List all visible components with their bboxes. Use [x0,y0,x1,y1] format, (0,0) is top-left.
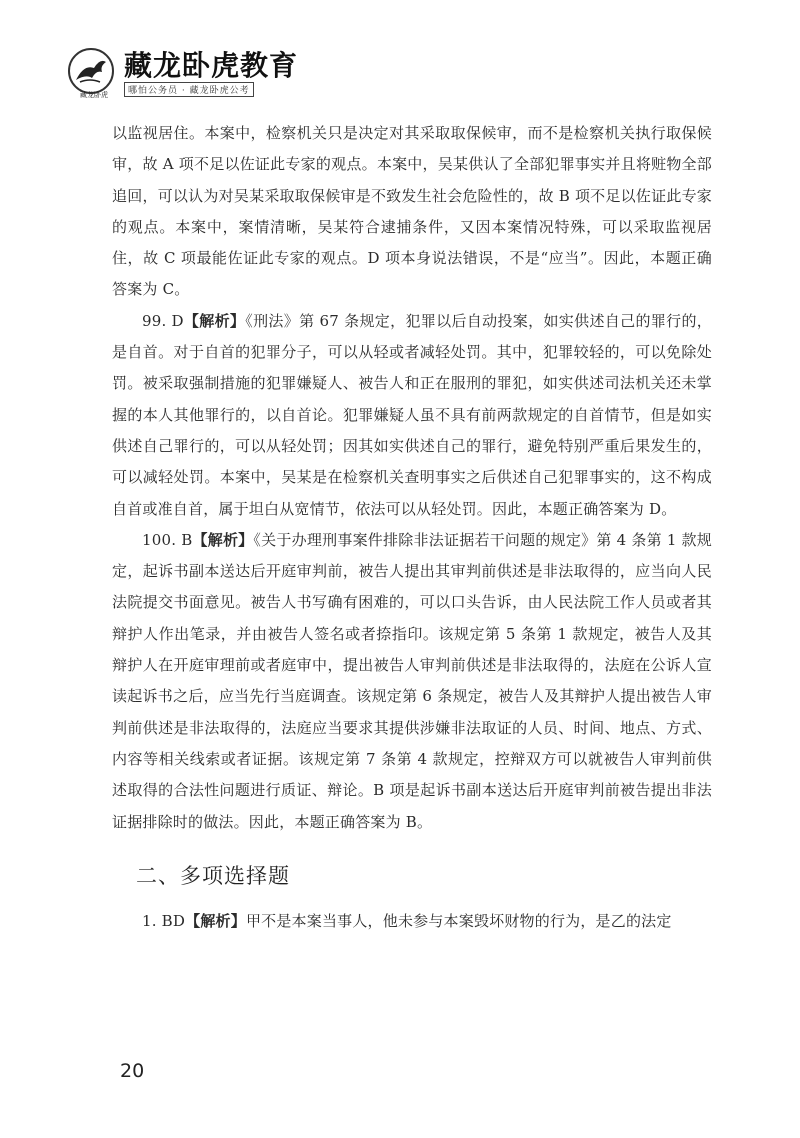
analysis-tag: 【解析】 [183,311,246,330]
paragraph-text: 以监视居住。本案中，检察机关只是决定对其采取取保候审，而不是检察机关执行取保候审，故 A 项不足以佐证此专家的观点。本案中，吴某供认了全部犯罪事实并且将赃物全部追回，可以认为对吴某采取取保候审是不致发生社会危险性的，故 B 项不足以佐证此专家的观点。本案中，案情清晰，吴某符合逮捕条件，又因本案情况特殊，可以采取监视居住，故 C 项最能佐证此专家的观点。D 项本身说法错误，不是“应当”。因此，本题正确答案为 C。 [112,124,712,299]
page-header [68,38,388,108]
brand-title: 藏龙卧虎教育 [124,49,299,82]
analysis-tag: 【解析】 [185,911,246,930]
analysis-tag: 【解析】 [192,530,254,549]
paragraph-99 [112,306,712,525]
question-label: 1. BD [142,911,186,930]
paragraph-100 [112,525,712,838]
question-label: 99. D [142,311,184,330]
question-label: 100. B [142,530,193,549]
paragraph-text: 甲不是本案当事人，他未参与本案毁坏财物的行为，是乙的法定 [245,911,672,930]
logo-text: 藏龙卧虎 [80,91,108,99]
brand-logo [68,48,114,99]
paragraph-98-tail [112,118,712,306]
brand-subtitle: 哪怕公务员 · 藏龙卧虎公考 [124,82,254,97]
paragraph-text: 《关于办理刑事案件排除非法证据若干问题的规定》第 4 条第 1 款规定，起诉书副本送达后开庭审判前，被告人提出其审判前供述是非法取得的，应当向人民法院提交书面意见。被告人书写确有困难的，可以口头告诉，由人民法院工作人员或者其辩护人作出笔录，并由被告人签名或者捺指印。该规定第 5 条第 1 款规定，被告人及其辩护人在开庭审理前或者庭审中，提出被告人审判前供述是非法取得的，法庭在公诉人宣读起诉书之后，应当先行当庭调查。该规定第 6 条规定，被告人及其辩护人提出被告人审判前供述是非法取得的，法庭应当要求其提供涉嫌非法取证的人员、时间、地点、方式、内容等相关线索或者证据。该规定第 7 条第 4 款规定，控辩双方可以就被告人审判前供述取得的合法性问题进行质证、辩论。B 项是起诉书副本送达后开庭审判前被告提出非法证据排除时的做法。因此，本题正确答案为 B。 [112,530,712,831]
page-content [112,118,712,937]
section-title: 二、多项选择题 [136,863,290,888]
paragraph-text: 《刑法》第 67 条规定，犯罪以后自动投案，如实供述自己的罪行的，是自首。对于自首的犯罪分子，可以从轻或者减轻处罚。其中，犯罪较轻的，可以免除处罚。被采取强制措施的犯罪嫌疑人、被告人和正在服刑的罪犯，如实供述司法机关还未掌握的本人其他罪行的，以自首论。犯罪嫌疑人虽不具有前两款规定的自首情节，但是如实供述自己罪行的，可以从轻处罚；因其如实供述自己的罪行，避免特别严重后果发生的，可以减轻处罚。本案中，吴某是在检察机关查明事实之后供述自己犯罪事实的，这不构成自首或准自首，属于坦白从宽情节，依法可以从轻处罚。因此，本题正确答案为 D。 [112,311,712,518]
paragraph-multi-1 [112,906,712,937]
tiger-dragon-icon [70,50,112,92]
page-number: 20 [120,1060,145,1082]
